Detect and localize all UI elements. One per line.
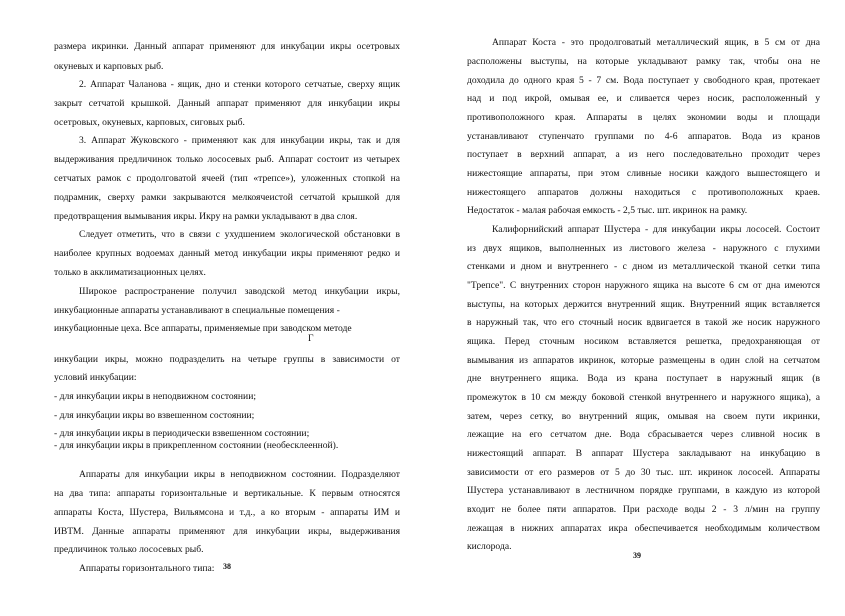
text-line: Аппараты горизонтального типа: bbox=[79, 563, 215, 574]
text-line: лежащие на его сетчатом дне. Вода сбрасывается через сливной носик в bbox=[467, 429, 820, 440]
text-line: кислорода. bbox=[467, 541, 512, 552]
text-line: нижестоящего аппаратов должны находиться с противоположных краев. bbox=[467, 187, 820, 198]
text-line: аппараты Коста, Шустера, Вильямсона и т.д., а ко вторым - аппараты ИМ и bbox=[54, 507, 400, 518]
text-line: окуневых и карповых рыб. bbox=[54, 61, 164, 72]
text-line: осетровых, окуневых, карповых, сиговых рыб. bbox=[54, 117, 245, 128]
text-line: над и под икрой, омывая ее, и сливается через носик, расположенный у bbox=[467, 93, 820, 104]
text-line: предличинок только лососевых рыб. bbox=[54, 544, 204, 555]
text-line: Недостаток - малая рабочая емкость - 2,5 тыс. шт. икринок на рамку. bbox=[467, 205, 748, 216]
text-line: 2. Аппарат Чаланова - ящик, дно и стенки которого сетчатые, сверху ящик bbox=[79, 79, 400, 90]
text-line: расположены выступы, на которые укладывают рамку так, чтобы она не bbox=[467, 56, 820, 67]
text-line: нижестоящие аппараты, при этом сливные носики каждого вышестоящего и bbox=[467, 168, 820, 179]
text-line: условий инкубации: bbox=[54, 372, 137, 383]
text-line: на два типа: аппараты горизонтальные и вертикальные. К первым относятся bbox=[54, 488, 400, 499]
text-line: доходила до одного края 5 - 7 см. Вода поступает у свободного края, протекает bbox=[467, 75, 820, 86]
text-line: противоположного края. Аппараты в целях экономии воды и площади bbox=[467, 112, 820, 123]
page-number-right: 39 bbox=[633, 551, 641, 560]
text-line: инкубации икры, можно подразделить на четыре группы в зависимости от bbox=[54, 354, 400, 365]
text-line: в наружный так, что его сточный носик вдвигается в такой же носик наружного bbox=[467, 317, 820, 328]
text-line: Следует отметить, что в связи с ухудшением экологической обстановки в bbox=[79, 229, 400, 240]
right-page bbox=[467, 0, 820, 616]
text-line: входит не более пяти аппаратов. При расходе воды 2 - 3 л/мин на группу bbox=[467, 504, 820, 515]
text-line: стенками и дном и внутреннего - с дном из металлической тканой сетки типа bbox=[467, 261, 820, 272]
text-line: инкубационные цеха. Все аппараты, применяемые при заводском методе bbox=[54, 323, 352, 334]
text-line: размера икринки. Данный аппарат применяют для инкубации икры осетровых bbox=[54, 41, 400, 52]
text-line: зависимости от его размеров от 5 до 30 тыс. шт. икринок лососей. Аппараты bbox=[467, 467, 820, 478]
text-line: Аппарат Коста - это продолговатый металлический ящик, в 5 см от дна bbox=[492, 37, 820, 48]
text-line: выступы, на которых держится внутренний ящик. Внутренний ящик вставляется bbox=[467, 299, 820, 310]
text-line: Калифорнийский аппарат Шустера - для инкубации икры лососей. Состоит bbox=[492, 224, 820, 235]
text-line: выдерживания предличинок только лососевых рыб. Аппарат состоит из четырех bbox=[54, 154, 400, 165]
text-line: устанавливают ступенчато группами по 4-6 аппаратов. Вода из кранов bbox=[467, 131, 820, 142]
text-line: ИВТМ. Данные аппараты применяют для инкубации икры, выдерживания bbox=[54, 526, 400, 537]
text-line: Шустера устанавливают в лестничном порядке группами, в каждую из которой bbox=[467, 485, 820, 496]
stray-marker-letter: Г bbox=[308, 333, 314, 344]
text-line: Широкое распространение получил заводской метод инкубации икры, bbox=[79, 286, 400, 297]
text-line: 3. Аппарат Жуковского - применяют как для инкубации икры, так и для bbox=[79, 135, 400, 146]
text-line: вымывания из аппаратов икринок, которые размещены в один слой на сетчатом bbox=[467, 355, 820, 366]
page-number-left: 38 bbox=[223, 562, 231, 571]
text-line: нижестоящий аппарат. В аппарат Шустера закладывают на инкубацию в bbox=[467, 448, 820, 459]
text-line: из двух ящиков, выполненных из листового железа - наружного с глухими bbox=[467, 243, 820, 254]
left-page bbox=[54, 0, 400, 616]
text-line: "Трепсе". С внутренних сторон наружного ящика на высоте 6 см от дна имеются bbox=[467, 280, 820, 291]
text-line: предотвращения вымывания икры. Икру на рамки укладывают в два слоя. bbox=[54, 211, 358, 222]
text-line: - для инкубации икры во взвешенном состоянии; bbox=[54, 410, 255, 421]
text-line: - для инкубации икры в периодически взвешенном состоянии; bbox=[54, 428, 310, 439]
text-line: подрамник, сверху рамки закрываются мелкоячеистой сетчатой крышкой для bbox=[54, 192, 400, 203]
text-line: дне внутреннего ящика. Вода из крана поступает в наружный ящик (в bbox=[467, 373, 820, 384]
text-line: закрыт сетчатой крышкой. Данный аппарат применяют для инкубации икры bbox=[54, 98, 400, 109]
text-line: инкубационные аппараты устанавливают в специальные помещения - bbox=[54, 305, 340, 316]
text-line: наиболее крупных водоемах данный метод инкубации икры применяют редко и bbox=[54, 248, 400, 259]
text-line: - для инкубации икры в неподвижном состоянии; bbox=[54, 391, 256, 402]
text-line: поступает в верхний аппарат, а из него последовательно проходит через bbox=[467, 149, 820, 160]
text-line: сетчатых рамок с продолговатой ячеей (тип «трепсе»), уложенных стопкой на bbox=[54, 173, 400, 184]
text-line: ящика. Перед сточным носиком вставляется решетка, предохраняющая от bbox=[467, 336, 820, 347]
text-line: - для инкубации икры в прикрепленном состоянии (необесклеенной). bbox=[54, 440, 339, 451]
text-line: Аппараты для инкубации икры в неподвижном состоянии. Подразделяют bbox=[79, 469, 400, 480]
text-line: промежуток в 10 см между боковой стенкой внутреннего и наружного ящика), а bbox=[467, 392, 820, 403]
text-line: только в акклиматизационных целях. bbox=[54, 267, 206, 278]
text-line: затем, через сетку, во внутренний ящик, омывая на своем пути икринки, bbox=[467, 411, 820, 422]
text-line: лежащая в нижних аппаратах икра обеспечивается необходимым количеством bbox=[467, 523, 820, 534]
